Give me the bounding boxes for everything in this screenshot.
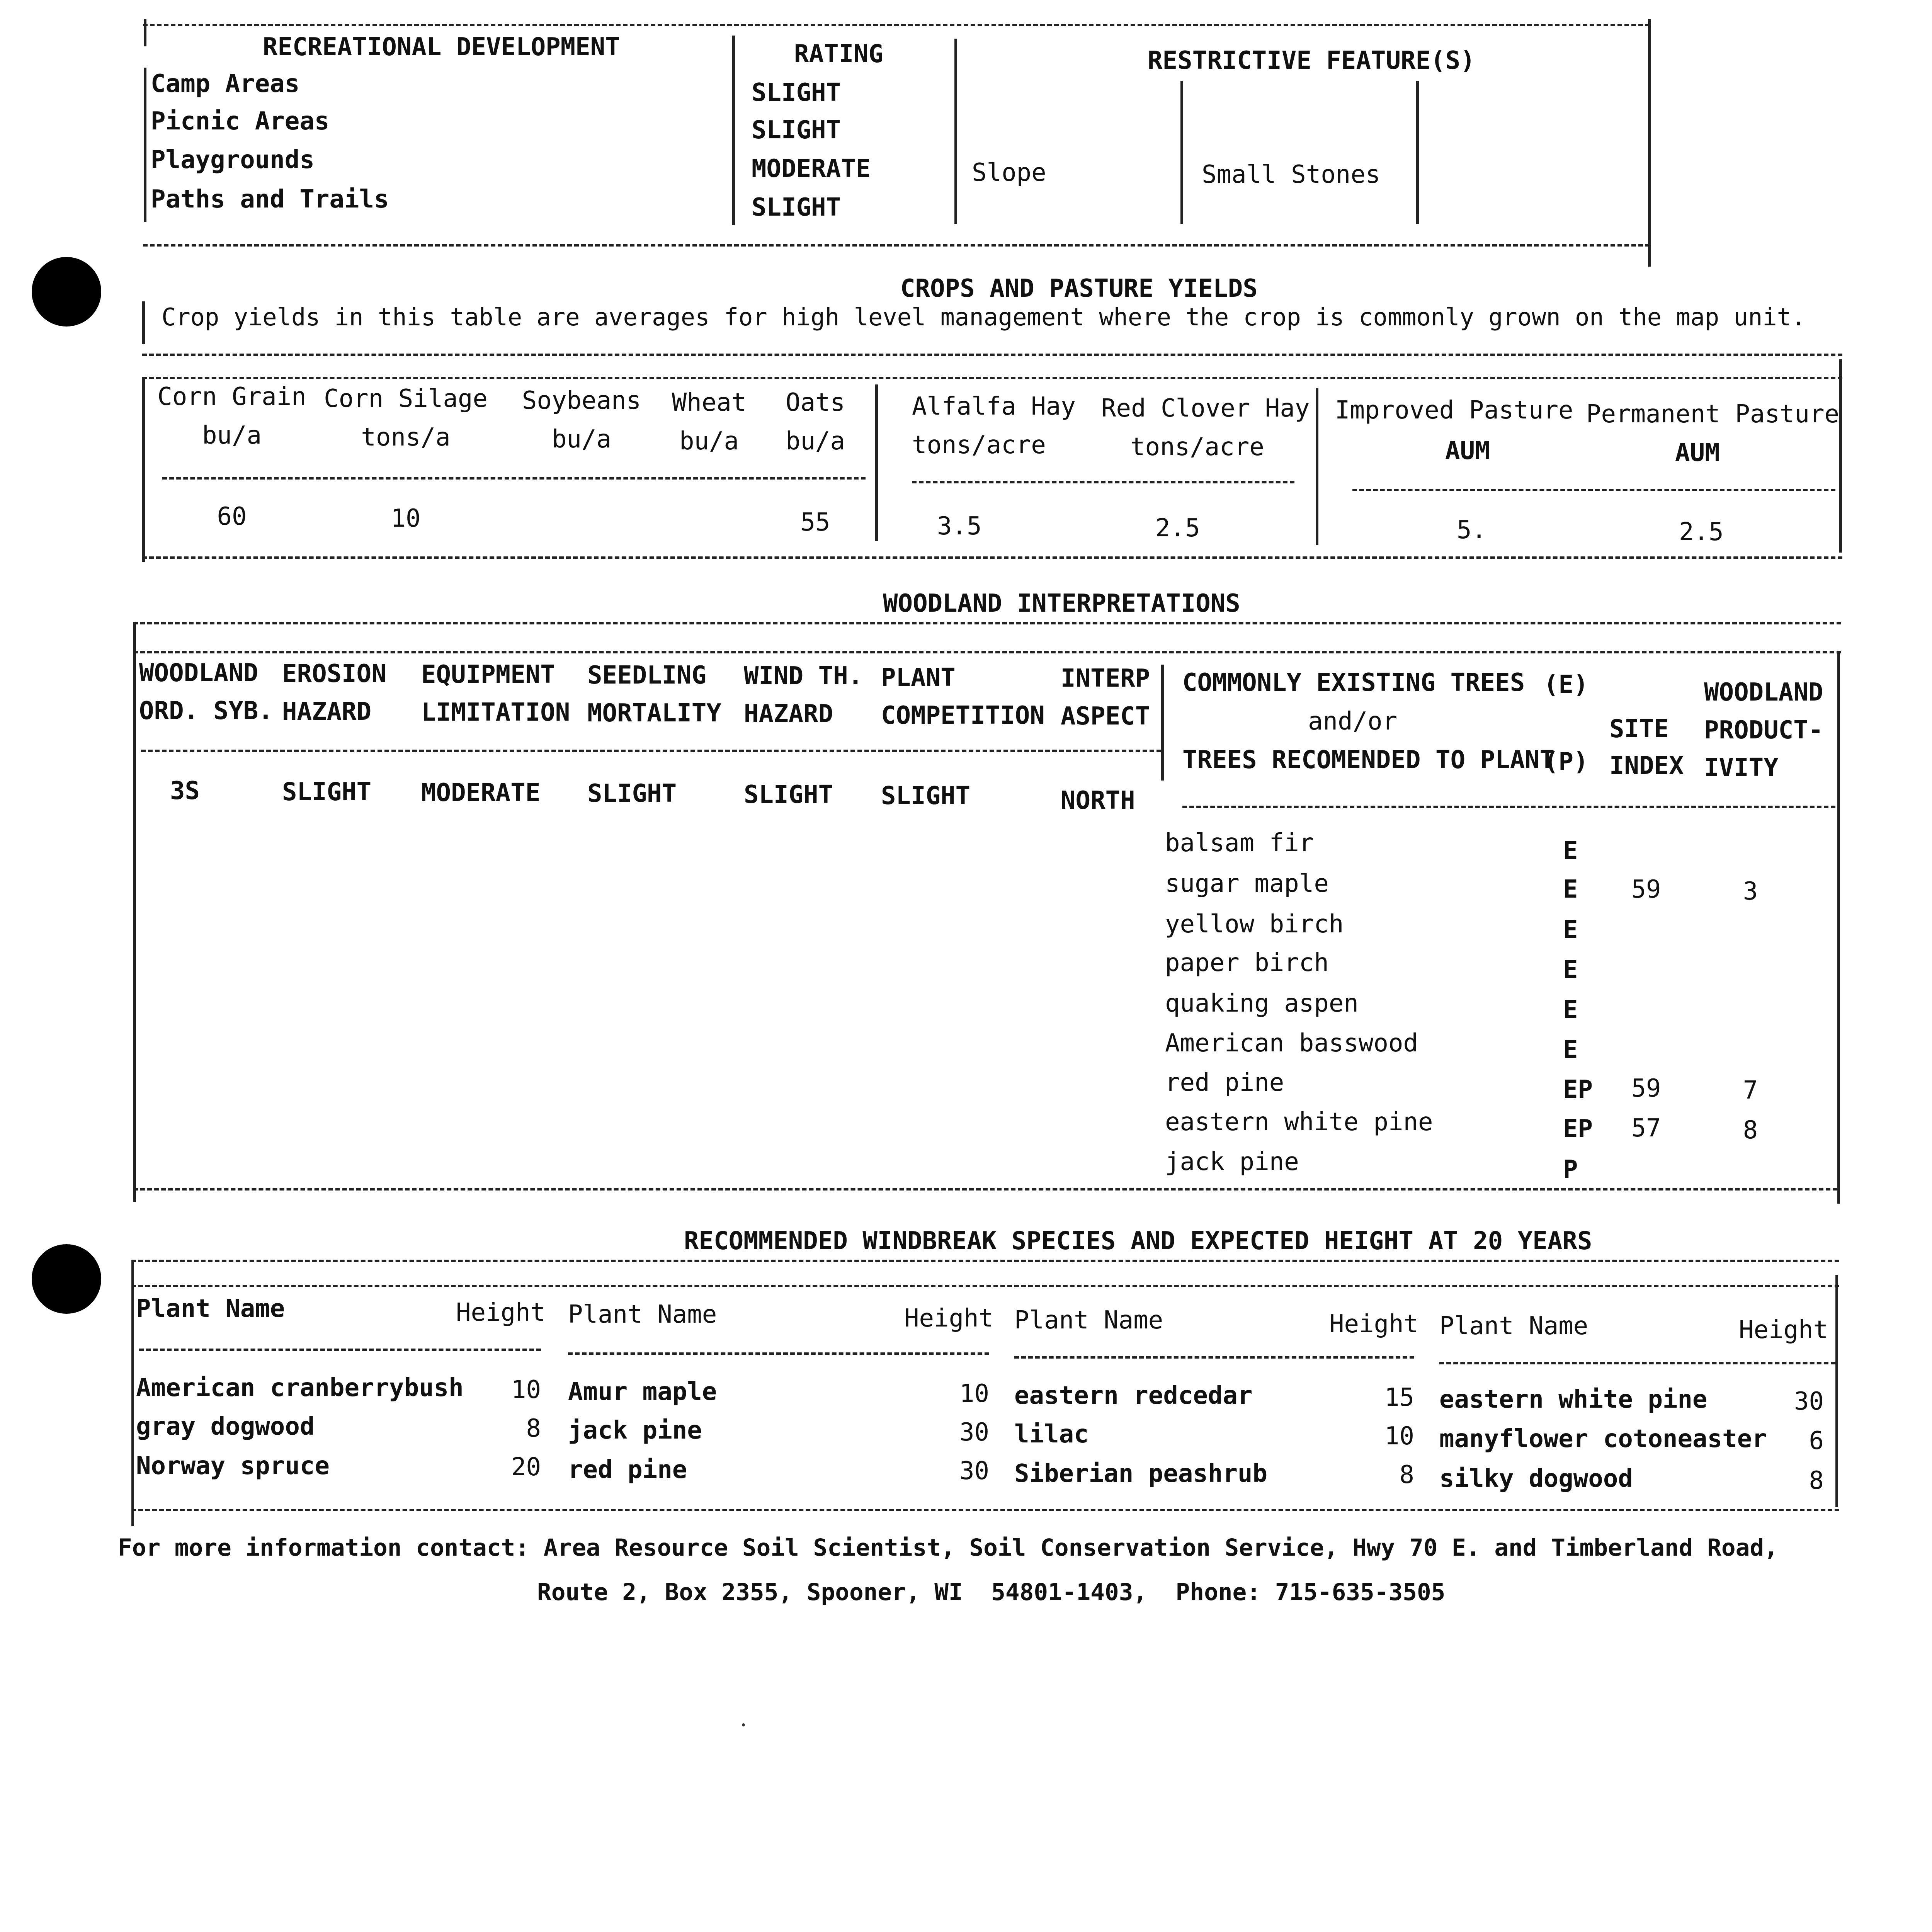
tree-prod-7: 7 (1743, 1076, 1758, 1105)
woodland-v-wind: SLIGHT (744, 781, 833, 809)
woodland-h-equip-1: EQUIPMENT (421, 660, 555, 689)
wb-c3-height-3: 8 (1399, 1461, 1414, 1489)
woodland-h-wind-1: WIND TH. (744, 662, 863, 690)
crop-name-5: Oats (785, 388, 845, 417)
woodland-h-seedling-2: MORTALITY (587, 699, 721, 728)
tree-code-9: P (1563, 1155, 1578, 1184)
crop-unit-8: AUM (1445, 437, 1490, 465)
wb-c1-height-3: 20 (511, 1453, 541, 1481)
woodland-v-plant: SLIGHT (881, 782, 971, 810)
tree-prod-2: 3 (1743, 877, 1758, 906)
recreation-heading: RECREATIONAL DEVELOPMENT (263, 33, 620, 61)
crop-name-2: Corn Silage (324, 384, 488, 413)
recreation-name-4: Paths and Trails (151, 185, 389, 214)
tree-code-8: EP (1563, 1115, 1593, 1143)
crop-unit-1: bu/a (202, 421, 262, 450)
wb-c4-name-3: silky dogwood (1439, 1464, 1633, 1493)
tree-name-8: eastern white pine (1165, 1108, 1433, 1136)
woodland-h-site-2: INDEX (1609, 752, 1684, 780)
woodland-h-site-1: SITE (1609, 715, 1669, 743)
recreation-feature-2: Small Stones (1202, 160, 1381, 189)
woodland-h-erosion-2: HAZARD (282, 697, 372, 726)
woodland-title: WOODLAND INTERPRETATIONS (883, 589, 1240, 618)
recreation-name-1: Camp Areas (151, 70, 300, 98)
crop-unit-6: tons/acre (912, 431, 1046, 459)
tree-code-1: E (1563, 837, 1578, 865)
wb-c4-name-2: manyflower cotoneaster (1439, 1425, 1767, 1453)
crop-value-9: 2.5 (1679, 518, 1724, 546)
binder-hole-middle (32, 1244, 101, 1314)
tree-name-5: quaking aspen (1165, 989, 1359, 1018)
crop-name-1: Corn Grain (157, 383, 306, 411)
recreation-rating-4: SLIGHT (752, 193, 841, 222)
crop-unit-5: bu/a (785, 427, 845, 456)
crop-unit-9: AUM (1675, 439, 1720, 467)
tree-site-8: 57 (1631, 1114, 1661, 1143)
wb-c4-name-1: eastern white pine (1439, 1385, 1708, 1414)
recreation-rating-2: SLIGHT (752, 116, 841, 145)
woodland-h-trees-e: (E) (1544, 670, 1588, 699)
windbreak-h-plant-1: Plant Name (136, 1294, 285, 1323)
crop-value-6: 3.5 (937, 512, 982, 541)
woodland-h-plant-2: COMPETITION (881, 701, 1045, 730)
woodland-h-trees-3: TREES RECOMENDED TO PLANT (1182, 746, 1555, 774)
tree-site-2: 59 (1631, 875, 1661, 904)
crop-unit-7: tons/acre (1130, 433, 1264, 461)
recreation-rating-3: MODERATE (752, 155, 871, 183)
wb-c2-name-1: Amur maple (568, 1378, 717, 1406)
wb-c3-height-2: 10 (1384, 1422, 1414, 1451)
woodland-h-trees-2: and/or (1308, 707, 1398, 736)
tree-name-6: American basswood (1165, 1029, 1418, 1058)
crop-unit-4: bu/a (679, 427, 739, 456)
woodland-h-erosion-1: EROSION (282, 660, 386, 688)
windbreak-h-height-3: Height (1329, 1310, 1419, 1338)
tree-code-4: E (1563, 956, 1578, 984)
woodland-h-interp-1: INTERP (1061, 664, 1150, 693)
windbreak-h-height-4: Height (1739, 1316, 1828, 1344)
wb-c3-name-2: lilac (1014, 1420, 1089, 1449)
tree-code-6: E (1563, 1036, 1578, 1064)
crop-value-2: 10 (391, 504, 421, 533)
woodland-v-equip: MODERATE (421, 779, 541, 807)
wb-c1-name-1: American cranberrybush (136, 1374, 464, 1402)
tree-name-1: balsam fir (1165, 829, 1314, 857)
woodland-h-trees-p: (P) (1544, 748, 1588, 776)
woodland-v-erosion: SLIGHT (282, 778, 372, 806)
wb-c2-name-3: red pine (568, 1456, 687, 1484)
crop-name-4: Wheat (672, 388, 747, 417)
tree-code-3: E (1563, 916, 1578, 944)
crop-name-8: Improved Pasture (1335, 396, 1573, 425)
woodland-h-prod-3: IVITY (1704, 753, 1779, 782)
tree-code-5: E (1563, 996, 1578, 1024)
tree-name-9: jack pine (1165, 1148, 1299, 1176)
woodland-v-seedling: SLIGHT (587, 779, 677, 808)
crop-value-5: 55 (800, 508, 830, 537)
recreation-feature-1: Slope (972, 158, 1046, 187)
wb-c1-height-1: 10 (511, 1376, 541, 1404)
wb-c3-name-3: Siberian peashrub (1014, 1459, 1268, 1488)
woodland-h-plant-1: PLANT (881, 663, 956, 692)
windbreak-h-plant-3: Plant Name (1014, 1306, 1163, 1335)
windbreak-h-plant-2: Plant Name (568, 1300, 717, 1329)
woodland-h-seedling-1: SEEDLING (587, 661, 707, 690)
rating-header: RATING (794, 40, 884, 68)
woodland-h-trees-1: COMMONLY EXISTING TREES (1182, 668, 1525, 697)
crops-note: Crop yields in this table are averages for high level management where the crop is commonly grown on the map unit. (162, 303, 1806, 331)
crop-unit-3: bu/a (551, 425, 612, 454)
crop-value-7: 2.5 (1155, 514, 1200, 543)
wb-c2-name-2: jack pine (568, 1416, 702, 1445)
woodland-v-interp: NORTH (1061, 786, 1135, 815)
tree-name-3: yellow birch (1165, 910, 1344, 939)
crop-name-7: Red Clover Hay (1101, 394, 1310, 423)
restrictive-header: RESTRICTIVE FEATURE(S) (1148, 46, 1475, 75)
windbreak-h-plant-4: Plant Name (1439, 1312, 1588, 1340)
contact-line-2: Route 2, Box 2355, Spooner, WI 54801-1403, Phone: 715-635-3505 (537, 1578, 1446, 1606)
crop-name-9: Permanent Pasture (1586, 400, 1840, 429)
tree-name-7: red pine (1165, 1068, 1284, 1097)
speck-mark (742, 1723, 745, 1726)
contact-line-1: For more information contact: Area Resource Soil Scientist, Soil Conservation Service, Hwy 70 E. and Timberland Road, (118, 1534, 1778, 1561)
wb-c3-height-1: 15 (1384, 1383, 1414, 1412)
windbreak-title: RECOMMENDED WINDBREAK SPECIES AND EXPECTED HEIGHT AT 20 YEARS (684, 1227, 1592, 1255)
tree-prod-8: 8 (1743, 1116, 1758, 1145)
tree-site-7: 59 (1631, 1074, 1661, 1103)
woodland-v-ord: 3S (170, 777, 200, 805)
woodland-h-prod-2: PRODUCT- (1704, 716, 1823, 745)
woodland-h-equip-2: LIMITATION (421, 698, 570, 727)
windbreak-h-height-1: Height (456, 1298, 546, 1327)
woodland-h-prod-1: WOODLAND (1704, 678, 1823, 707)
windbreak-h-height-2: Height (904, 1304, 994, 1333)
woodland-h-ord-1: WOODLAND (139, 659, 259, 687)
crop-value-1: 60 (217, 502, 247, 531)
woodland-h-interp-2: ASPECT (1061, 702, 1150, 731)
crop-name-3: Soybeans (522, 386, 641, 415)
wb-c2-height-2: 30 (959, 1418, 989, 1447)
tree-name-2: sugar maple (1165, 869, 1329, 898)
crop-value-8: 5. (1457, 516, 1487, 544)
wb-c4-height-3: 8 (1809, 1466, 1824, 1495)
crop-unit-2: tons/a (361, 423, 451, 452)
recreation-name-2: Picnic Areas (151, 107, 330, 136)
tree-code-7: EP (1563, 1075, 1593, 1104)
wb-c1-name-2: gray dogwood (136, 1412, 315, 1441)
wb-c2-height-1: 10 (959, 1379, 989, 1408)
crop-name-6: Alfalfa Hay (912, 392, 1076, 421)
binder-hole-top (32, 257, 101, 327)
recreation-rating-1: SLIGHT (752, 78, 841, 107)
woodland-h-wind-2: HAZARD (744, 700, 833, 728)
woodland-h-ord-2: ORD. SYB. (139, 697, 273, 725)
crops-title: CROPS AND PASTURE YIELDS (900, 274, 1258, 303)
recreation-name-3: Playgrounds (151, 146, 315, 174)
wb-c4-height-2: 6 (1809, 1427, 1824, 1455)
wb-c3-name-1: eastern redcedar (1014, 1381, 1253, 1410)
wb-c1-height-2: 8 (526, 1414, 541, 1443)
wb-c4-height-1: 30 (1794, 1387, 1824, 1416)
tree-code-2: E (1563, 875, 1578, 904)
tree-name-4: paper birch (1165, 949, 1329, 977)
wb-c1-name-3: Norway spruce (136, 1452, 330, 1480)
wb-c2-height-3: 30 (959, 1457, 989, 1485)
